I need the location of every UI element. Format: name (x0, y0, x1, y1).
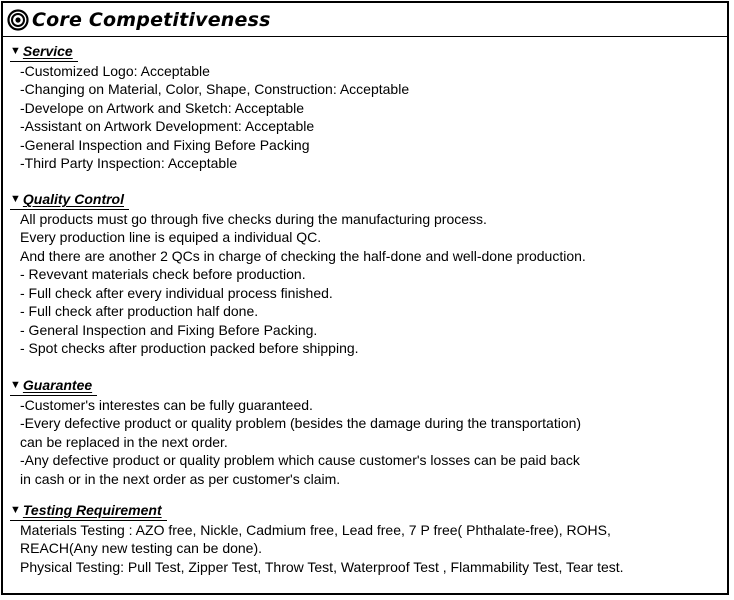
section-testing-requirement (10, 500, 719, 576)
triangle-down-icon: ▼ (10, 379, 21, 391)
section-lines (10, 210, 719, 358)
triangle-down-icon: ▼ (10, 504, 21, 516)
list-item: - General Inspection and Fixing Before Packing. (20, 321, 318, 338)
section-heading (10, 502, 167, 521)
concentric-circle-logo-icon (7, 9, 29, 31)
section-heading-label: Quality Control (22, 191, 125, 207)
list-item: in cash or in the next order as per customer's claim. (20, 470, 341, 487)
title-divider (3, 36, 727, 37)
list-item: Physical Testing: Pull Test, Zipper Test, Throw Test, Waterproof Test , Flammability Test, Tear test. (20, 558, 624, 575)
list-item: -Third Party Inspection: Acceptable (20, 155, 238, 171)
section-guarantee (10, 375, 719, 488)
list-item: -Changing on Material, Color, Shape, Construction: Acceptable (20, 81, 410, 97)
triangle-down-icon: ▼ (10, 193, 21, 205)
section-heading (10, 191, 129, 210)
list-item: And there are another 2 QCs in charge of checking the half-done and well-done production. (20, 247, 586, 264)
list-item: - Spot checks after production packed before shipping. (20, 340, 359, 356)
list-item: -Every defective product or quality problem (besides the damage during the transportation) (20, 415, 582, 431)
section-service (10, 41, 719, 173)
triangle-down-icon: ▼ (10, 45, 21, 57)
section-heading (10, 43, 78, 62)
list-item: -General Inspection and Fixing Before Packing (20, 136, 310, 153)
list-item: - Full check after every individual process finished. (20, 284, 333, 301)
list-item: - Full check after production half done. (20, 303, 259, 319)
list-item: -Assistant on Artwork Development: Acceptable (20, 118, 315, 134)
list-item: -Customer's interestes can be fully guaranteed. (20, 396, 313, 413)
section-quality-control (10, 189, 719, 358)
list-item: can be replaced in the next order. (20, 433, 228, 450)
page-title: Core Competitiveness (32, 9, 271, 31)
list-item: -Develope on Artwork and Sketch: Acceptable (20, 99, 305, 116)
section-heading-label: Testing Requirement (22, 502, 162, 518)
title-row (7, 8, 271, 32)
list-item: All products must go through five checks during the manufacturing process. (20, 210, 487, 227)
section-heading-label: Service (22, 43, 73, 59)
list-item: -Customized Logo: Acceptable (20, 62, 210, 79)
section-heading-label: Guarantee (22, 377, 93, 393)
list-item: Every production line is equiped a individual QC. (20, 229, 322, 245)
list-item: REACH(Any new testing can be done). (20, 540, 263, 556)
list-item: - Revevant materials check before production. (20, 266, 306, 282)
section-lines (10, 521, 719, 577)
list-item: Materials Testing : AZO free, Nickle, Cadmium free, Lead free, 7 P free( Phthalate-free), ROHS, (20, 521, 611, 538)
list-item: -Any defective product or quality problem which cause customer's losses can be paid back (20, 452, 580, 468)
document-frame (1, 1, 729, 595)
section-lines (10, 62, 719, 173)
section-lines (10, 396, 719, 489)
section-heading (10, 377, 97, 396)
